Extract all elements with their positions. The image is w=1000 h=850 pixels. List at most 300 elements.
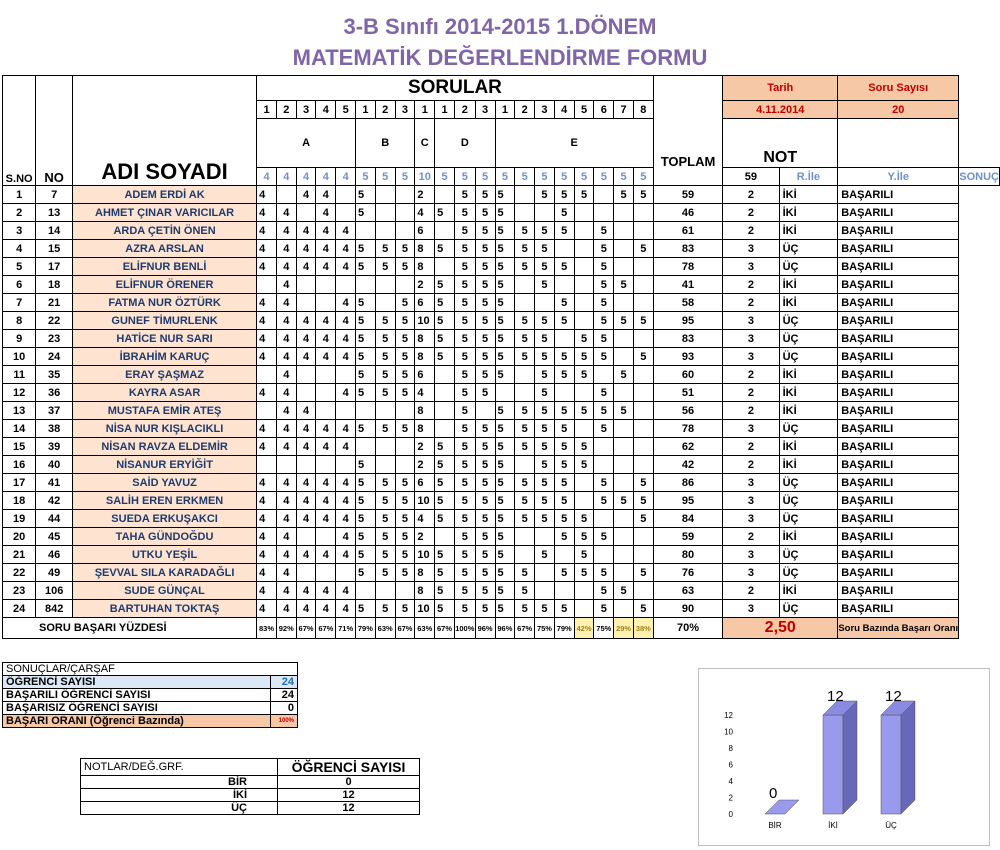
student-grade-number: 3 (723, 600, 779, 618)
score-cell: 5 (435, 564, 455, 582)
score-cell: 5 (495, 474, 515, 492)
score-cell (515, 546, 535, 564)
student-result: BAŞARILI (838, 258, 959, 276)
score-cell: 4 (276, 600, 296, 618)
student-total: 59 (653, 528, 723, 546)
student-no: 38 (36, 420, 73, 438)
score-cell: 4 (316, 492, 336, 510)
student-sno: 24 (3, 600, 36, 618)
score-cell (535, 294, 555, 312)
score-cell: 4 (296, 258, 316, 276)
score-cell (633, 276, 653, 294)
score-cell: 5 (594, 294, 614, 312)
student-sno: 19 (3, 510, 36, 528)
student-no: 22 (36, 312, 73, 330)
student-grade-word: İKİ (779, 384, 838, 402)
score-cell: 5 (633, 186, 653, 204)
score-cell (633, 204, 653, 222)
chart-svg (699, 669, 989, 845)
no-header: NO (36, 76, 73, 186)
score-cell: 8 (415, 240, 435, 258)
category-label: BİR (768, 821, 782, 830)
score-cell (356, 222, 376, 240)
student-grade-word: ÜÇ (779, 312, 838, 330)
student-result: BAŞARILI (838, 312, 959, 330)
score-cell: 4 (316, 186, 336, 204)
score-cell (574, 222, 594, 240)
score-cell: 4 (296, 600, 316, 618)
grade-count: 0 (278, 776, 420, 789)
student-result: BAŞARILI (838, 492, 959, 510)
question-number: 5 (574, 101, 594, 119)
score-cell: 4 (296, 222, 316, 240)
score-cell (336, 276, 356, 294)
question-points: 4 (257, 168, 277, 186)
score-cell: 8 (415, 420, 435, 438)
score-cell: 5 (454, 438, 475, 456)
score-cell (316, 294, 336, 312)
table-row (3, 366, 1000, 384)
name-header: ADI SOYADI (73, 76, 257, 186)
score-cell: 4 (336, 222, 356, 240)
question-points: 5 (435, 168, 455, 186)
score-cell: 5 (395, 240, 415, 258)
student-grade-word: İKİ (779, 276, 838, 294)
score-cell: 5 (594, 600, 614, 618)
table-row (3, 474, 1000, 492)
score-cell (633, 456, 653, 474)
score-cell: 4 (296, 330, 316, 348)
score-cell: 4 (296, 420, 316, 438)
score-cell: 5 (435, 546, 455, 564)
date-value: 4.11.2014 (723, 101, 838, 119)
student-name: NİSA NUR KIŞLACIKLI (73, 420, 257, 438)
score-cell: 4 (316, 582, 336, 600)
student-grade-word: ÜÇ (779, 240, 838, 258)
score-cell (554, 546, 574, 564)
score-cell: 5 (356, 366, 376, 384)
score-cell (356, 402, 376, 420)
student-total: 61 (653, 222, 723, 240)
score-cell: 5 (535, 258, 555, 276)
score-cell (554, 276, 574, 294)
average-grade: 2,50 (723, 618, 838, 639)
score-cell: 5 (356, 312, 376, 330)
score-cell: 5 (535, 186, 555, 204)
y-tick-label: 6 (728, 760, 733, 770)
score-cell: 5 (535, 348, 555, 366)
score-cell: 8 (415, 348, 435, 366)
student-total: 58 (653, 294, 723, 312)
student-result: BAŞARILI (838, 438, 959, 456)
score-cell: 4 (257, 510, 277, 528)
score-cell (316, 456, 336, 474)
score-cell: 5 (495, 312, 515, 330)
student-sno: 11 (3, 366, 36, 384)
score-cell: 4 (316, 258, 336, 276)
student-grade-number: 2 (723, 222, 779, 240)
score-cell: 5 (554, 528, 574, 546)
sno-header: S.NO (3, 76, 36, 186)
score-cell (336, 186, 356, 204)
student-name: ERAY ŞAŞMAZ (73, 366, 257, 384)
score-cell: 5 (435, 276, 455, 294)
score-cell (336, 456, 356, 474)
question-points: 5 (375, 168, 395, 186)
score-cell: 5 (554, 348, 574, 366)
question-number: 3 (535, 101, 555, 119)
score-cell: 5 (454, 186, 475, 204)
question-number: 1 (495, 101, 515, 119)
score-cell: 5 (375, 600, 395, 618)
score-cell (614, 348, 634, 366)
score-cell: 5 (375, 492, 395, 510)
score-cell: 5 (375, 312, 395, 330)
score-cell: 4 (276, 510, 296, 528)
score-cell (535, 582, 555, 600)
student-total: 41 (653, 276, 723, 294)
y-tick-label: 2 (728, 793, 733, 803)
table-row (3, 438, 1000, 456)
score-cell: 5 (395, 528, 415, 546)
student-grade-number: 3 (723, 240, 779, 258)
summary-table (2, 662, 298, 728)
student-total: 59 (653, 186, 723, 204)
student-name: FATMA NUR ÖZTÜRK (73, 294, 257, 312)
student-grade-word: İKİ (779, 582, 838, 600)
rile-header: R.İle (779, 168, 838, 186)
y-tick-label: 10 (724, 727, 733, 737)
score-cell: 5 (515, 564, 535, 582)
score-cell (614, 240, 634, 258)
student-total: 76 (653, 564, 723, 582)
score-cell: 4 (276, 258, 296, 276)
score-cell (475, 402, 495, 420)
score-cell: 5 (535, 276, 555, 294)
student-name: AZRA ARSLAN (73, 240, 257, 258)
score-cell (316, 402, 336, 420)
score-cell (614, 222, 634, 240)
table-row (3, 276, 1000, 294)
score-cell (257, 366, 277, 384)
score-cell: 10 (415, 492, 435, 510)
score-cell: 4 (257, 258, 277, 276)
student-name: ELİFNUR BENLİ (73, 258, 257, 276)
question-group-a: A (257, 119, 356, 168)
grade-distribution-chart (698, 668, 990, 846)
page-title: 3-B Sınıfı 2014-2015 1.DÖNEM (343, 14, 657, 39)
score-cell: 5 (395, 384, 415, 402)
score-cell (574, 204, 594, 222)
question-success-percent: 67% (515, 618, 535, 639)
student-name: ŞEVVAL SILA KARADAĞLI (73, 564, 257, 582)
score-cell (633, 546, 653, 564)
question-points: 4 (296, 168, 316, 186)
score-cell: 5 (375, 258, 395, 276)
student-total: 60 (653, 366, 723, 384)
score-cell (296, 456, 316, 474)
score-cell: 5 (535, 312, 555, 330)
score-cell: 5 (356, 258, 376, 276)
score-cell (257, 402, 277, 420)
score-cell: 5 (495, 348, 515, 366)
score-cell: 8 (415, 402, 435, 420)
score-cell: 4 (296, 582, 316, 600)
student-grade-word: ÜÇ (779, 492, 838, 510)
score-cell: 4 (276, 420, 296, 438)
y-tick-label: 4 (728, 777, 733, 786)
bar-value-label: 12 (885, 688, 902, 705)
student-result: BAŞARILI (838, 456, 959, 474)
student-grade-number: 3 (723, 330, 779, 348)
score-cell (594, 438, 614, 456)
question-number: 4 (554, 101, 574, 119)
score-cell: 5 (495, 294, 515, 312)
student-grade-word: İKİ (779, 222, 838, 240)
score-cell: 4 (336, 330, 356, 348)
grade-count: 12 (278, 789, 420, 802)
student-sno: 6 (3, 276, 36, 294)
score-cell: 4 (257, 600, 277, 618)
question-points: 10 (415, 168, 435, 186)
score-cell: 5 (535, 366, 555, 384)
summary-row (3, 689, 298, 702)
question-points: 5 (356, 168, 376, 186)
question-success-percent: 92% (276, 618, 296, 639)
score-cell: 4 (336, 384, 356, 402)
student-sno: 7 (3, 294, 36, 312)
score-cell: 4 (257, 384, 277, 402)
student-no: 40 (36, 456, 73, 474)
score-cell: 4 (276, 582, 296, 600)
student-sno: 12 (3, 384, 36, 402)
not-header: NOT (723, 119, 838, 168)
table-row (3, 582, 1000, 600)
student-result: BAŞARILI (838, 600, 959, 618)
score-cell (633, 582, 653, 600)
question-success-percent: 67% (435, 618, 455, 639)
score-cell (375, 294, 395, 312)
score-cell: 4 (336, 510, 356, 528)
summary-label: BAŞARISIZ ÖĞRENCİ SAYISI (3, 702, 271, 715)
score-cell: 5 (454, 456, 475, 474)
score-cell (554, 330, 574, 348)
score-cell: 5 (454, 222, 475, 240)
score-cell: 5 (475, 348, 495, 366)
student-grade-number: 2 (723, 204, 779, 222)
student-no: 18 (36, 276, 73, 294)
summary-label: BAŞARILI ÖĞRENCİ SAYISI (3, 689, 271, 702)
score-cell (435, 402, 455, 420)
score-cell (515, 366, 535, 384)
student-total: 86 (653, 474, 723, 492)
student-name: TAHA GÜNDOĞDU (73, 528, 257, 546)
score-cell (435, 420, 455, 438)
score-cell: 4 (316, 240, 336, 258)
score-cell: 4 (296, 348, 316, 366)
score-cell: 5 (454, 294, 475, 312)
student-no: 23 (36, 330, 73, 348)
score-cell (554, 384, 574, 402)
score-cell: 5 (356, 528, 376, 546)
score-cell: 4 (296, 186, 316, 204)
grade-label: İKİ (81, 789, 278, 802)
table-row (3, 330, 1000, 348)
score-cell: 5 (375, 348, 395, 366)
score-cell: 5 (594, 330, 614, 348)
question-points: 5 (395, 168, 415, 186)
summary-title: SONUÇLAR/ÇARŞAF (3, 663, 298, 676)
score-cell (316, 564, 336, 582)
score-cell: 5 (515, 402, 535, 420)
student-grade-word: ÜÇ (779, 564, 838, 582)
table-row (3, 258, 1000, 276)
score-cell: 6 (415, 474, 435, 492)
summary-row (3, 702, 298, 715)
score-cell: 5 (574, 186, 594, 204)
score-cell (515, 528, 535, 546)
student-grade-number: 2 (723, 276, 779, 294)
table-row (3, 384, 1000, 402)
score-cell (356, 276, 376, 294)
student-no: 45 (36, 528, 73, 546)
score-cell (515, 204, 535, 222)
score-cell (633, 258, 653, 276)
score-cell: 4 (336, 312, 356, 330)
score-cell: 5 (356, 456, 376, 474)
score-cell: 5 (395, 510, 415, 528)
score-cell (375, 582, 395, 600)
score-cell: 4 (316, 474, 336, 492)
table-row (3, 456, 1000, 474)
score-cell: 5 (495, 186, 515, 204)
score-cell: 4 (257, 582, 277, 600)
result-header: SONUÇ (959, 168, 1000, 186)
student-grade-number: 2 (723, 402, 779, 420)
score-cell (614, 528, 634, 546)
student-grade-word: İKİ (779, 204, 838, 222)
question-points: 5 (594, 168, 614, 186)
student-grade-number: 2 (723, 366, 779, 384)
student-grade-number: 2 (723, 186, 779, 204)
score-cell: 5 (554, 474, 574, 492)
score-cell: 5 (475, 186, 495, 204)
table-row (3, 312, 1000, 330)
student-result: BAŞARILI (838, 420, 959, 438)
student-result: BAŞARILI (838, 276, 959, 294)
student-name: ADEM ERDİ AK (73, 186, 257, 204)
score-cell: 5 (554, 564, 574, 582)
grade-count: 12 (278, 802, 420, 815)
grade-row (81, 802, 420, 815)
score-cell: 4 (316, 330, 336, 348)
score-cell: 5 (495, 240, 515, 258)
score-cell: 4 (336, 492, 356, 510)
score-cell: 5 (633, 510, 653, 528)
score-cell: 4 (336, 582, 356, 600)
score-cell: 4 (257, 186, 277, 204)
score-cell: 5 (475, 582, 495, 600)
question-points: 5 (454, 168, 475, 186)
score-cell: 5 (594, 492, 614, 510)
student-no: 36 (36, 384, 73, 402)
score-cell: 5 (633, 564, 653, 582)
score-cell: 5 (475, 564, 495, 582)
score-cell: 2 (415, 456, 435, 474)
score-cell: 5 (515, 420, 535, 438)
score-cell: 4 (257, 546, 277, 564)
score-cell (574, 312, 594, 330)
score-cell: 8 (415, 564, 435, 582)
student-no: 35 (36, 366, 73, 384)
score-cell: 5 (554, 294, 574, 312)
score-cell: 5 (454, 528, 475, 546)
score-cell: 5 (535, 510, 555, 528)
score-cell (574, 474, 594, 492)
question-success-percent: 67% (395, 618, 415, 639)
student-name: İBRAHİM KARUÇ (73, 348, 257, 366)
score-cell: 5 (554, 492, 574, 510)
y-tick-label: 12 (724, 711, 733, 720)
student-sno: 15 (3, 438, 36, 456)
score-cell (435, 528, 455, 546)
score-cell (336, 564, 356, 582)
summary-value: 24 (271, 689, 298, 702)
student-no: 14 (36, 222, 73, 240)
student-name: SUEDA ERKUŞAKCI (73, 510, 257, 528)
score-cell: 5 (435, 330, 455, 348)
score-cell (574, 492, 594, 510)
date-label: Tarih (723, 76, 838, 101)
score-cell (633, 222, 653, 240)
question-count-label: Soru Sayısı (838, 76, 959, 101)
score-cell: 5 (395, 312, 415, 330)
score-cell: 4 (316, 222, 336, 240)
student-result: BAŞARILI (838, 204, 959, 222)
score-cell: 5 (395, 420, 415, 438)
score-cell: 5 (594, 528, 614, 546)
question-based-success-label: Soru Bazında Başarı Oranı (838, 618, 959, 639)
score-cell: 5 (375, 510, 395, 528)
score-cell: 10 (415, 546, 435, 564)
score-cell: 4 (296, 402, 316, 420)
student-sno: 23 (3, 582, 36, 600)
score-cell: 5 (535, 420, 555, 438)
score-cell: 4 (296, 474, 316, 492)
score-cell (316, 276, 336, 294)
score-cell: 5 (574, 456, 594, 474)
score-cell: 4 (276, 546, 296, 564)
score-cell (614, 204, 634, 222)
not-blank (838, 119, 959, 168)
summary-value: 100% (271, 715, 298, 728)
score-cell (435, 384, 455, 402)
student-result: BAŞARILI (838, 546, 959, 564)
table-row (3, 510, 1000, 528)
question-points: 5 (574, 168, 594, 186)
question-number: 1 (415, 101, 435, 119)
question-success-percent: 67% (316, 618, 336, 639)
score-cell: 5 (475, 384, 495, 402)
question-number: 3 (475, 101, 495, 119)
score-cell (375, 456, 395, 474)
student-name: NİSANUR ERYİĞİT (73, 456, 257, 474)
score-cell: 4 (276, 438, 296, 456)
score-cell: 5 (475, 258, 495, 276)
student-name: ARDA ÇETİN ÖNEN (73, 222, 257, 240)
score-cell: 5 (574, 564, 594, 582)
page-subtitle: MATEMATİK DEĞERLENDİRME FORMU (292, 45, 708, 70)
